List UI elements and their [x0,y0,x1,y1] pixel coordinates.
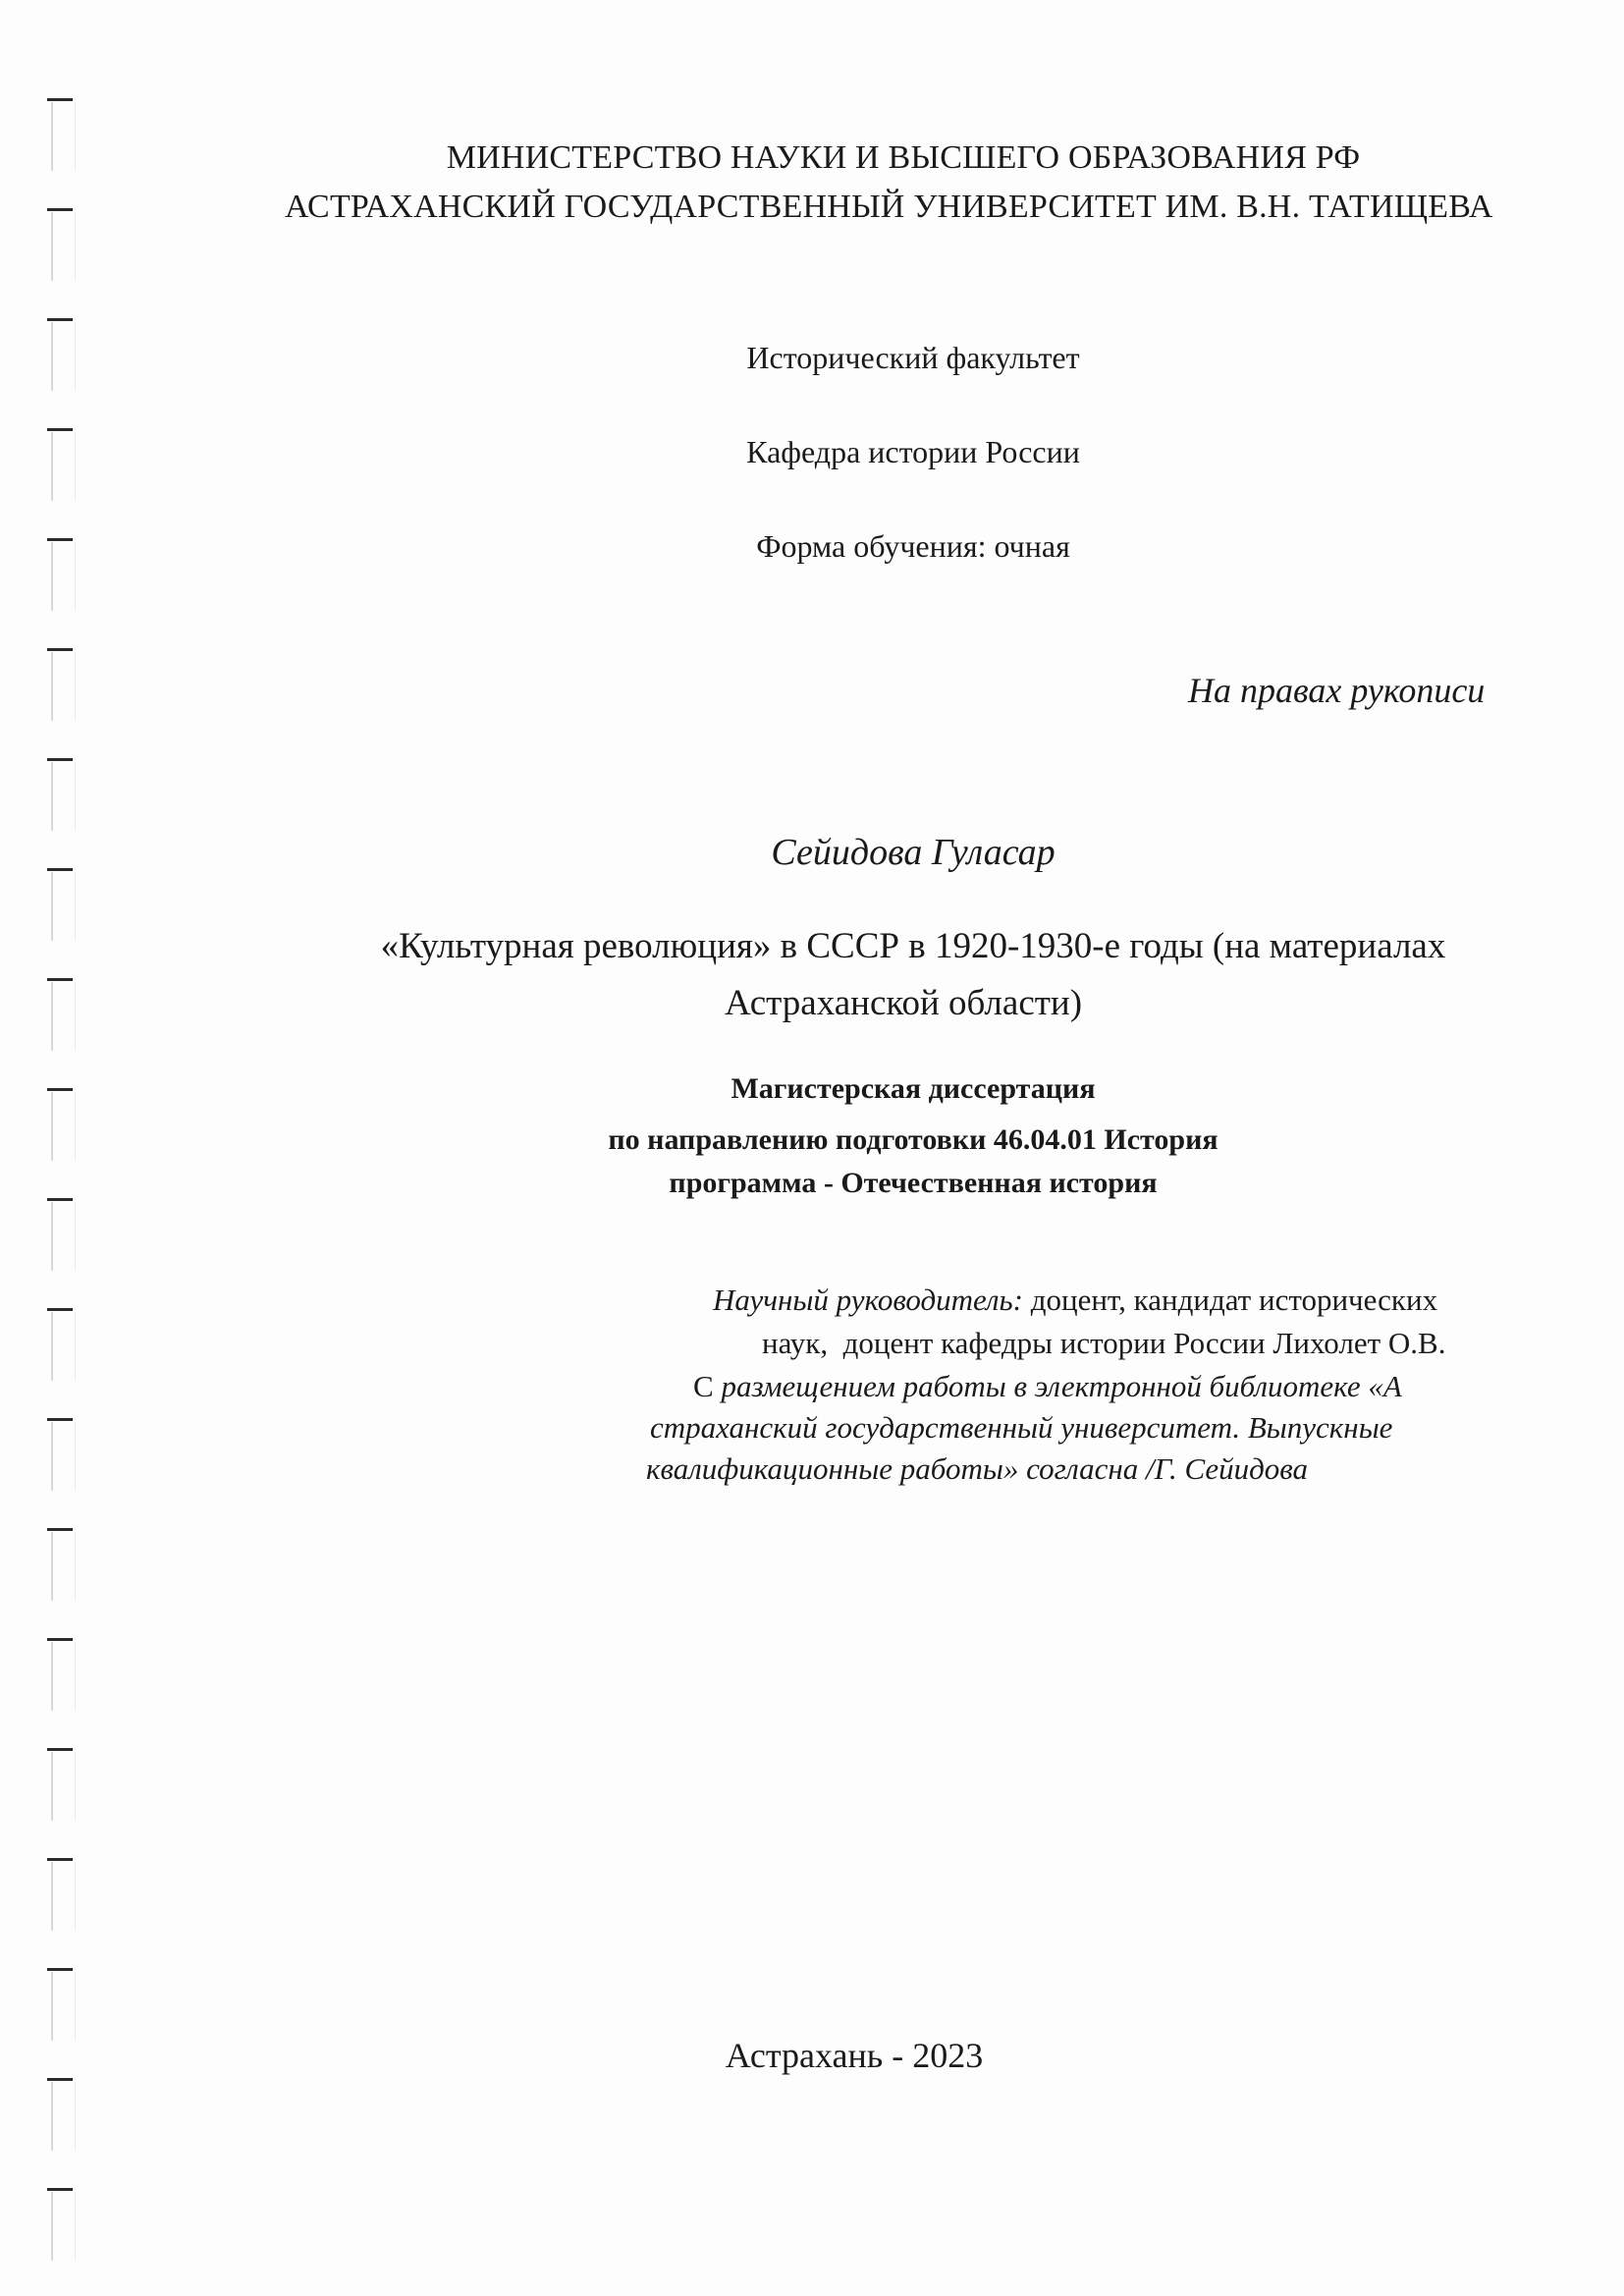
work-type-line1: Магистерская диссертация [731,1072,1096,1105]
binding-hole [51,212,76,281]
binding-hole [51,762,76,831]
binding-hole [51,872,76,941]
supervisor-position: доцент, кандидат исторических [1022,1283,1438,1317]
binding-hole [51,1202,76,1271]
faculty-line: Исторический факультет [746,340,1080,375]
binding-holes [0,0,88,2296]
binding-hole [51,1752,76,1821]
binding-hole [51,542,76,611]
supervisor-line1 [713,1283,1437,1318]
study-form-line: Форма обучения: очная [756,528,1070,564]
work-type-line2: по направлению подготовки 46.04.01 История [608,1123,1218,1156]
binding-hole [51,2192,76,2261]
consent-line2: страханский государственный университет. Выпускные [650,1410,1393,1445]
binding-hole [51,1642,76,1711]
binding-hole [51,652,76,721]
binding-hole [51,1532,76,1601]
supervisor-line2: наук, доцент кафедры истории России Лихолет О.В. [762,1326,1446,1360]
university-heading: АСТРАХАНСКИЙ ГОСУДАРСТВЕННЫЙ УНИВЕРСИТЕТ ИМ. В.Н. ТАТИЩЕВА [285,189,1493,225]
consent-line3: квалификационные работы» согласна /Г. Сейидова [646,1451,1309,1486]
binding-hole [51,102,76,171]
city-year: Астрахань - 2023 [725,2036,984,2075]
consent-line1 [693,1369,1402,1404]
binding-hole [51,1092,76,1161]
department-line: Кафедра истории России [746,434,1080,469]
binding-hole [51,1312,76,1381]
binding-hole [51,1862,76,1931]
binding-hole [51,982,76,1051]
ministry-heading: МИНИСТЕРСТВО НАУКИ И ВЫСШЕГО ОБРАЗОВАНИЯ РФ [446,139,1361,176]
manuscript-note: На правах рукописи [1188,671,1486,710]
binding-hole [51,432,76,501]
binding-hole [51,322,76,391]
binding-hole [51,1422,76,1491]
consent-text: размещением работы в электронной библиотеке «А [713,1369,1402,1403]
work-type-line3: программа - Отечественная история [669,1167,1158,1199]
author-name: Сейидова Гуласар [771,832,1056,873]
thesis-title-line1: «Культурная революция» в СССР в 1920-1930-е годы (на материалах [380,926,1446,966]
binding-hole [51,1972,76,2041]
thesis-title-line2: Астраханской области) [724,983,1083,1023]
supervisor-label: Научный руководитель: [713,1283,1023,1317]
consent-prefix: С [693,1369,714,1403]
binding-hole [51,2082,76,2151]
